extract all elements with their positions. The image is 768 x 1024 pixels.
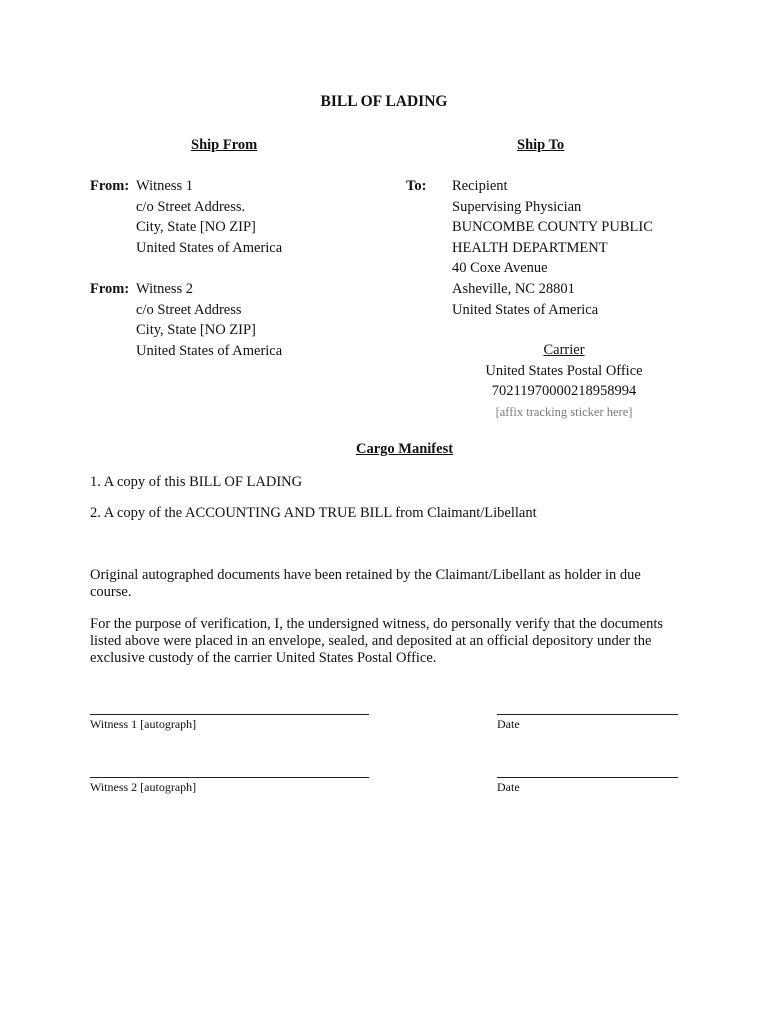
verification-statement: For the purpose of verification, I, the undersigned witness, do personally verify that the documents listed above were placed in an envelope, sealed, and deposited at an official depository under the exclusive custody of the carrier United States Postal Office. (90, 616, 664, 666)
sender-2-address (136, 279, 282, 361)
recipient-line: Recipient (452, 178, 508, 194)
tracking-number: 70211970000218958994 (491, 383, 637, 400)
carrier-name: United States Postal Office (485, 362, 643, 379)
sender-2-line: United States of America (136, 342, 283, 359)
tracking-sticker-note: [affix tracking sticker here] (495, 404, 633, 419)
witness-1-signature-line[interactable] (90, 714, 369, 715)
sender-2-from-label: From: (90, 281, 130, 297)
witness-2-date-label: Date (497, 780, 520, 794)
sender-2-line: City, State [NO ZIP] (136, 322, 256, 339)
witness-2-signature-label: Witness 2 [autograph] (90, 780, 197, 794)
carrier-heading: Carrier (543, 342, 585, 358)
retention-statement: Original autographed documents have been retained by the Claimant/Libellant as holder in due course. (90, 567, 641, 600)
ship-to-heading: Ship To (517, 137, 565, 153)
sender-1-line: Witness 1 (136, 178, 194, 194)
recipient-line: HEALTH DEPARTMENT (452, 239, 608, 256)
witness-2-signature-line[interactable] (90, 777, 369, 778)
recipient-line: 40 Coxe Avenue (452, 260, 548, 277)
document-title: BILL OF LADING (320, 93, 448, 110)
witness-1-date-line[interactable] (497, 714, 678, 715)
sender-2-line: c/o Street Address (136, 301, 242, 318)
sender-2-line: Witness 2 (136, 281, 194, 297)
witness-1-signature-label: Witness 1 [autograph] (90, 717, 197, 731)
witness-2-date-line[interactable] (497, 777, 678, 778)
recipient-line: United States of America (452, 301, 599, 318)
recipient-line: BUNCOMBE COUNTY PUBLIC (452, 219, 653, 236)
sender-1-address (136, 176, 282, 258)
witness-1-date-label: Date (497, 717, 520, 731)
recipient-to-label: To: (406, 178, 427, 194)
ship-from-heading: Ship From (191, 137, 258, 153)
sender-1-line: City, State [NO ZIP] (136, 219, 256, 236)
cargo-manifest-heading: Cargo Manifest (356, 441, 454, 457)
manifest-item: 1. A copy of this BILL OF LADING (90, 474, 303, 490)
recipient-address (452, 176, 653, 320)
recipient-line: Asheville, NC 28801 (452, 280, 575, 297)
manifest-item: 2. A copy of the ACCOUNTING AND TRUE BILL from Claimant/Libellant (90, 505, 537, 521)
recipient-line: Supervising Physician (452, 198, 582, 215)
sender-1-from-label: From: (90, 178, 130, 194)
sender-1-line: c/o Street Address. (136, 198, 246, 215)
carrier-block (464, 340, 664, 422)
sender-1-line: United States of America (136, 239, 283, 256)
